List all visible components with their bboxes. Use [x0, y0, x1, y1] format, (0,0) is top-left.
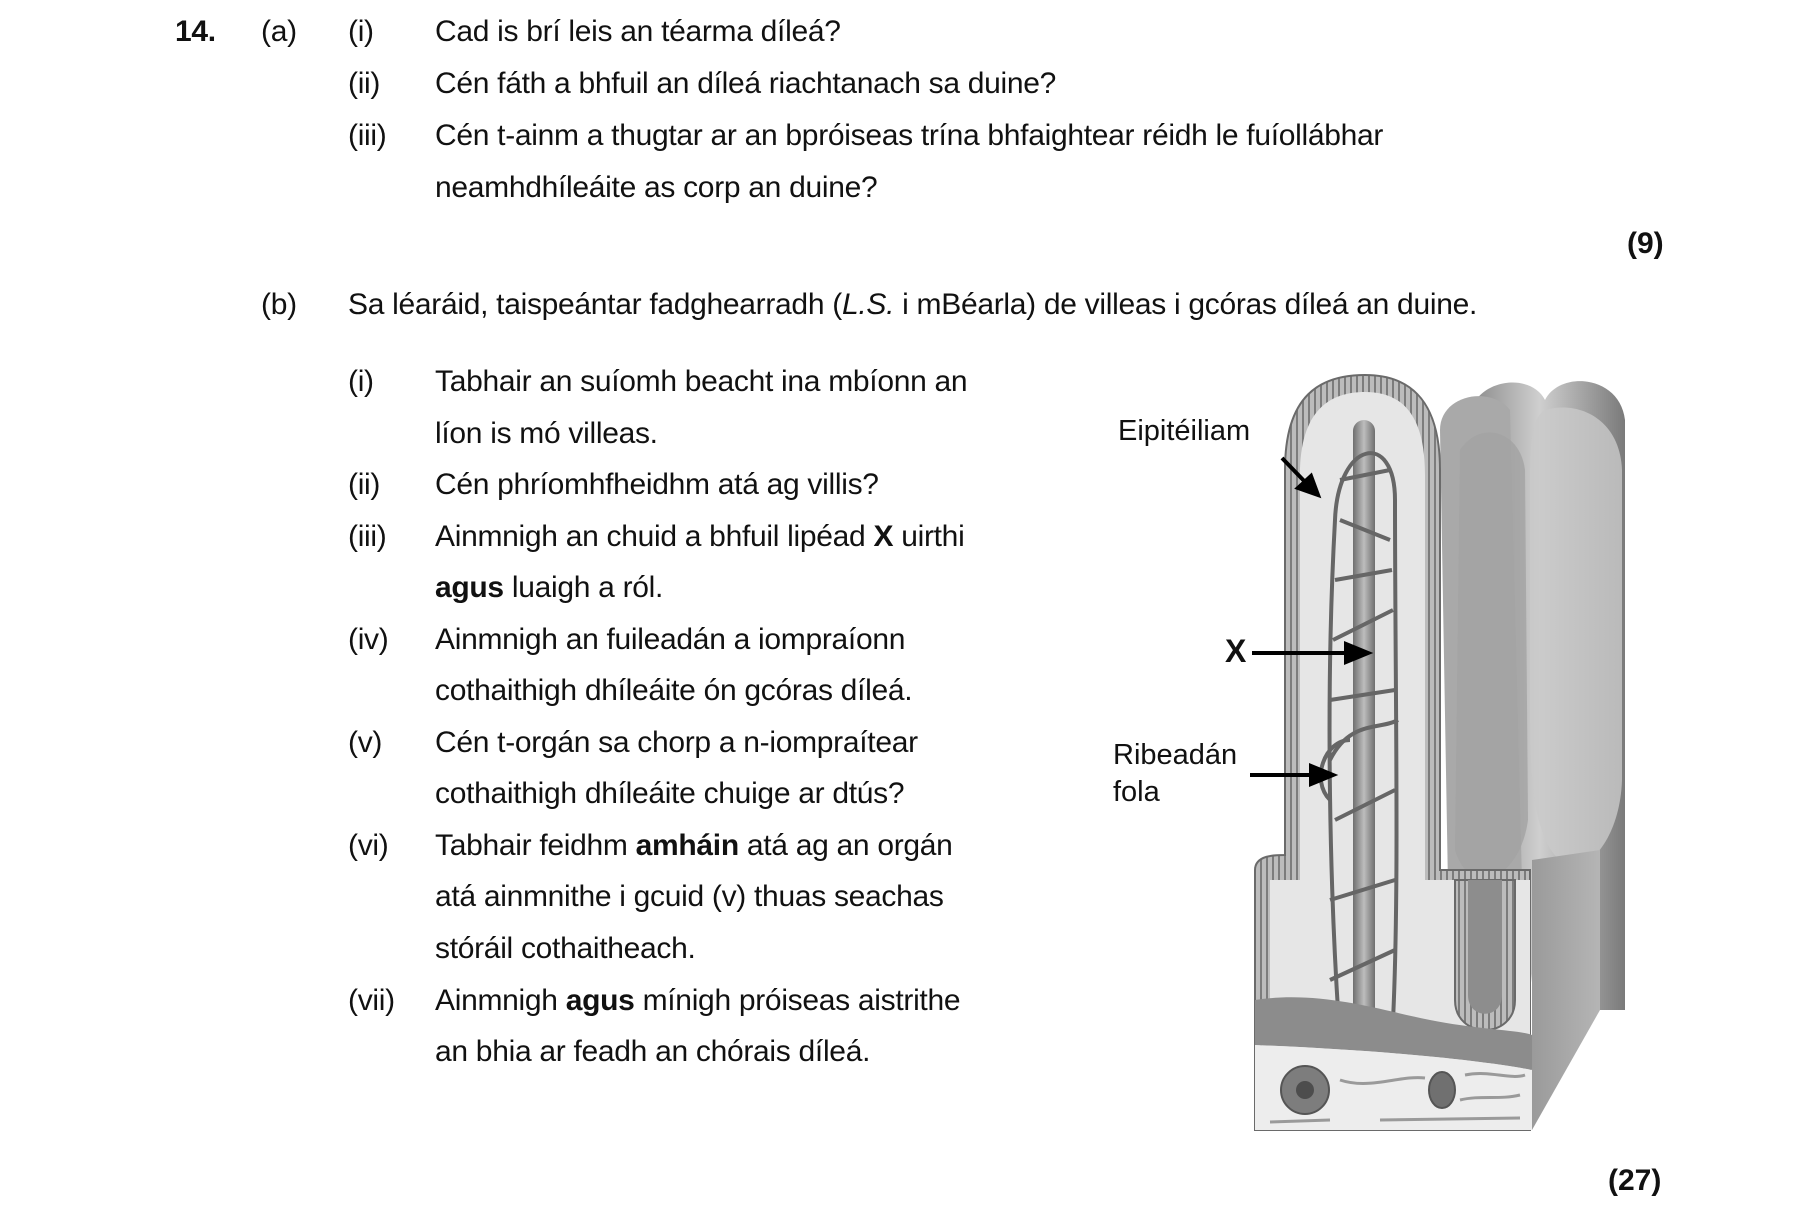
part-b-intro: Sa léaráid, taispeántar fadghearradh (L.S. i mBéarla) de villeas i gcóras díleá an duine.	[348, 288, 1477, 321]
part-b-marks: (27)	[1608, 1164, 1662, 1197]
part-a-item-3-text-line1: Cén t-ainm a thugtar ar an bpróiseas trína bhfaightear réidh le fuíollábhar	[435, 119, 1384, 152]
part-b-item-1-num: (i)	[348, 365, 374, 398]
part-b-item-4-line2: cothaithigh dhíleáite ón gcóras díleá.	[435, 674, 913, 707]
part-b-item-6-line1: Tabhair feidhm amháin atá ag an orgán	[435, 829, 953, 862]
x-arrow	[1252, 644, 1368, 662]
part-b-item-6-line3: stóráil cothaitheach.	[435, 932, 696, 965]
part-b-item-1-line1: Tabhair an suíomh beacht ina mbíonn an	[435, 365, 968, 398]
part-b-item-3-line1: Ainmnigh an chuid a bhfuil lipéad X uirthi	[435, 520, 965, 553]
part-a-marks: (9)	[1627, 227, 1664, 260]
part-b-item-5-line2: cothaithigh dhíleáite chuige ar dtús?	[435, 777, 905, 810]
part-b-item-3-line2: agus luaigh a ról.	[435, 571, 664, 604]
part-b-item-5-line1: Cén t-orgán sa chorp a n-iompraítear	[435, 726, 918, 759]
part-b-item-5-num: (v)	[348, 726, 383, 759]
part-a-item-3-num: (iii)	[348, 119, 387, 152]
label-x: X	[1225, 633, 1247, 669]
label-epithelium: Eipitéiliam	[1118, 415, 1251, 447]
part-b-item-2-line1: Cén phríomhfheidhm atá ag villis?	[435, 468, 879, 501]
label-capillary-line2: fola	[1113, 776, 1160, 808]
part-a-label: (a)	[261, 15, 297, 48]
label-capillary-line1: Ribeadán	[1113, 739, 1238, 771]
part-b-item-6-line2: atá ainmnithe i gcuid (v) thuas seachas	[435, 880, 944, 913]
part-a-item-1-text: Cad is brí leis an téarma díleá?	[435, 15, 841, 48]
part-b-item-6-num: (vi)	[348, 829, 389, 862]
part-b-item-7-line2: an bhia ar feadh an chórais díleá.	[435, 1035, 871, 1068]
part-b-item-2-num: (ii)	[348, 468, 381, 501]
part-b-item-3-num: (iii)	[348, 520, 387, 553]
part-b-item-4-line1: Ainmnigh an fuileadán a iompraíonn	[435, 623, 906, 656]
part-a-item-1-num: (i)	[348, 15, 374, 48]
part-b-label: (b)	[261, 288, 297, 321]
part-a-item-2-num: (ii)	[348, 67, 381, 100]
epithelium-arrow	[1282, 458, 1318, 495]
capillary-arrow	[1250, 766, 1333, 784]
part-b-item-4-num: (iv)	[348, 623, 389, 656]
part-b-item-7-num: (vii)	[348, 984, 395, 1017]
villus-section	[1255, 375, 1532, 1130]
part-b-item-7-line1: Ainmnigh agus mínigh próiseas aistrithe	[435, 984, 961, 1017]
part-a-item-3-text-line2: neamhdhíleáite as corp an duine?	[435, 171, 878, 204]
question-number: 14.	[175, 15, 216, 48]
rear-villi	[1440, 381, 1625, 1130]
part-a-item-2-text: Cén fáth a bhfuil an díleá riachtanach sa duine?	[435, 67, 1057, 100]
part-b-item-1-line2: líon is mó villeas.	[435, 417, 658, 450]
